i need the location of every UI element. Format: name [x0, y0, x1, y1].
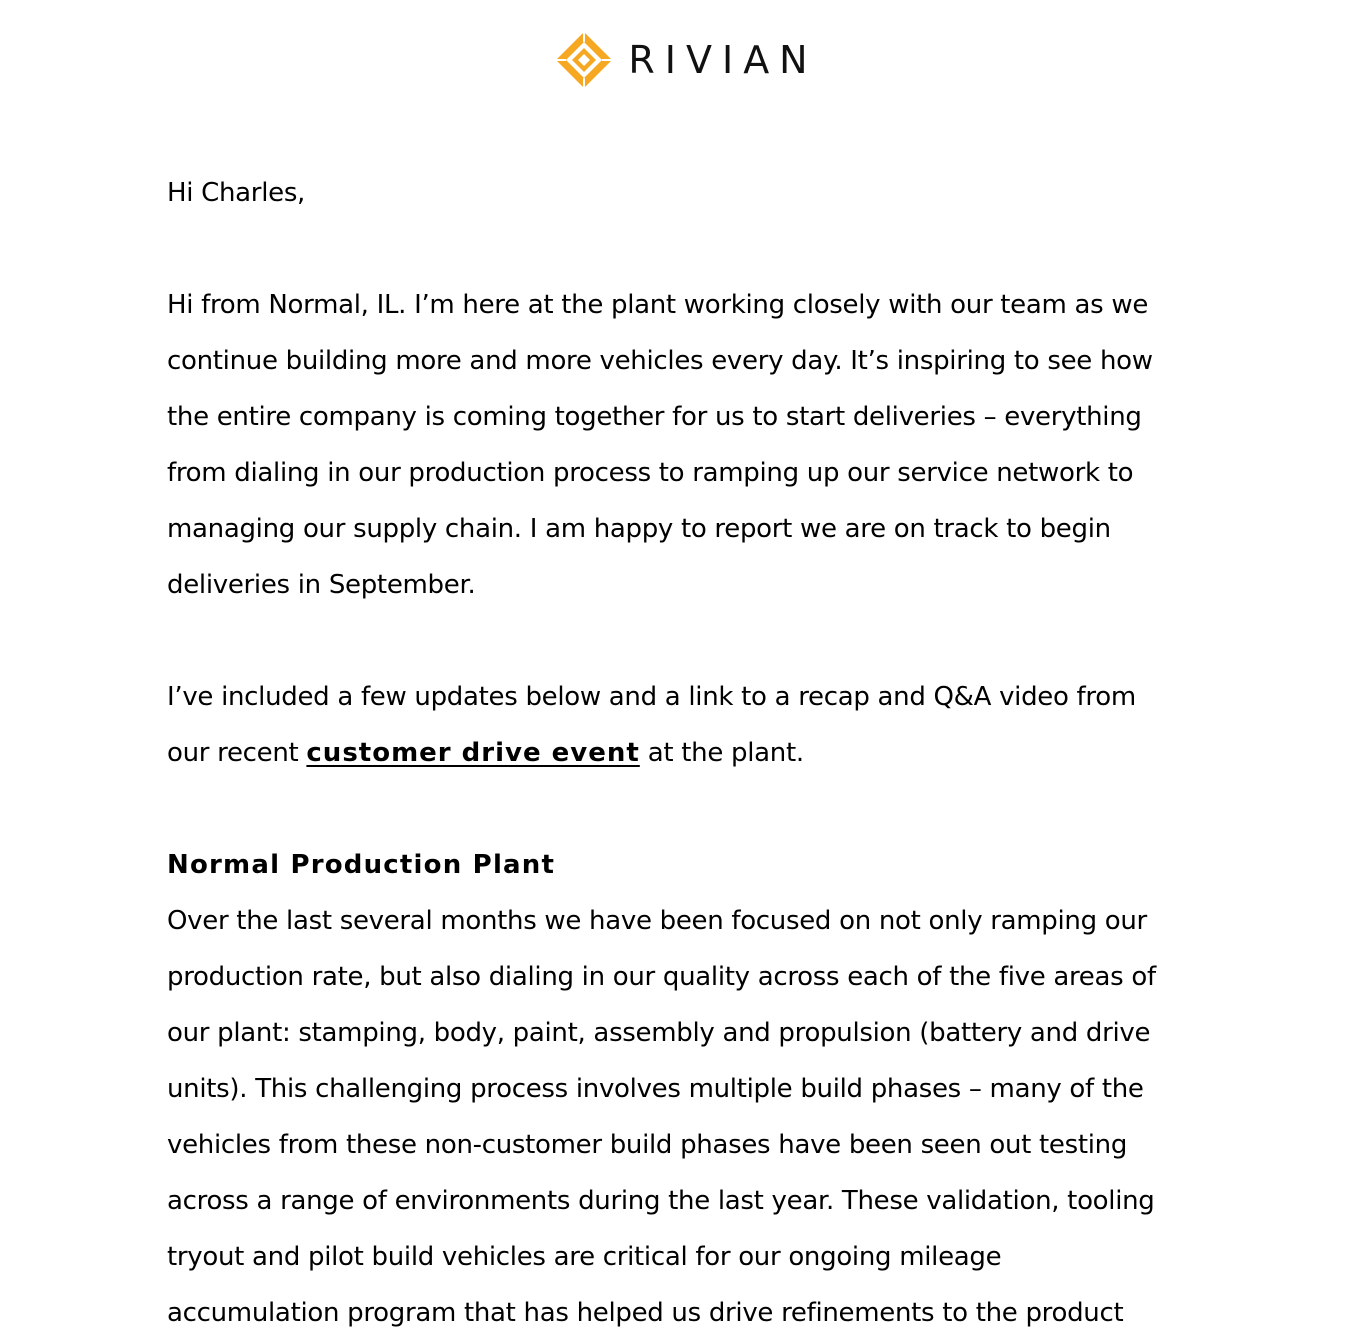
email-header: [0, 30, 1372, 90]
spacer: [167, 781, 1207, 837]
text-line: vehicles from these non-customer build phases have been seen out testing: [167, 1130, 1128, 1160]
text-line: across a range of environments during the last year. These validation, tooling: [167, 1186, 1155, 1216]
section-heading: Normal Production Plant: [167, 850, 556, 880]
text-line: managing our supply chain. I am happy to report we are on track to begin: [167, 514, 1111, 544]
text-line: Over the last several months we have been focused on not only ramping our: [167, 906, 1147, 936]
text-line: units). This challenging process involves multiple build phases – many of the: [167, 1074, 1144, 1104]
customer-drive-event-link[interactable]: customer drive event: [306, 738, 640, 768]
text-line: continue building more and more vehicles every day. It’s inspiring to see how: [167, 346, 1153, 376]
text-line: our plant: stamping, body, paint, assembly and propulsion (battery and drive: [167, 1018, 1151, 1048]
text-line: [167, 725, 1207, 781]
text-line: from dialing in our production process to ramping up our service network to: [167, 458, 1134, 488]
updates-paragraph: [167, 669, 1207, 781]
logo-wordmark: RIVIAN: [628, 38, 818, 82]
rivian-logo: [554, 30, 817, 90]
spacer: [167, 221, 1207, 277]
text-line: I’ve included a few updates below and a link to a recap and Q&A video from: [167, 682, 1136, 712]
text-line: accumulation program that has helped us drive refinements to the product: [167, 1298, 1124, 1328]
text-line: the entire company is coming together for us to start deliveries – everything: [167, 402, 1142, 432]
intro-paragraph: [167, 277, 1207, 613]
production-plant-section: [167, 837, 1207, 1341]
text-line: Hi from Normal, IL. I’m here at the plant working closely with our team as we: [167, 290, 1149, 320]
greeting: Hi Charles,: [167, 178, 306, 208]
rivian-compass-icon: [554, 30, 614, 90]
spacer: [167, 613, 1207, 669]
email-body: [167, 165, 1207, 1341]
text-line: tryout and pilot build vehicles are critical for our ongoing mileage: [167, 1242, 1002, 1272]
text-line: deliveries in September.: [167, 570, 476, 600]
text-segment: our recent: [167, 738, 307, 768]
text-segment: at the plant.: [639, 738, 804, 768]
text-line: production rate, but also dialing in our quality across each of the five areas of: [167, 962, 1156, 992]
